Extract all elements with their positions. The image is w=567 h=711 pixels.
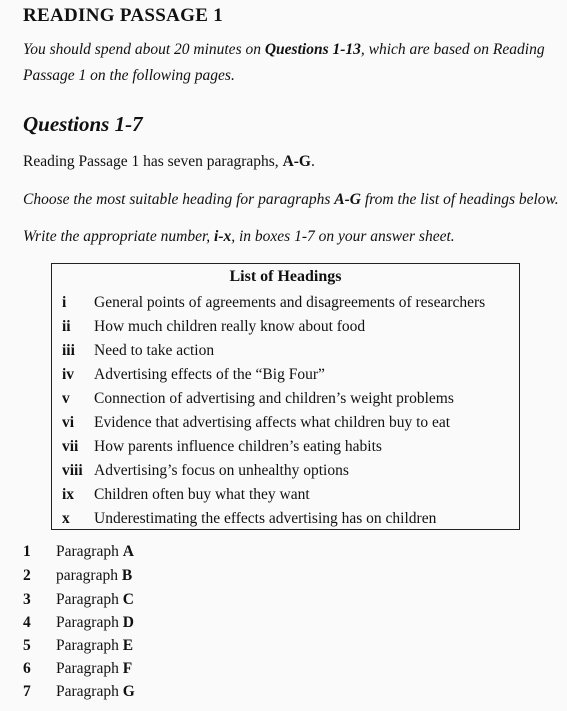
intro-text-end: , which are based on Reading Passage 1 on the following pages. (23, 41, 545, 84)
paragraph-question-row (23, 637, 133, 655)
paragraph-word: Paragraph (56, 637, 119, 654)
heading-item (62, 342, 214, 366)
questions-heading: Questions 1-7 (23, 112, 143, 136)
paragraph-question-row (23, 683, 135, 701)
line3-bold: i-x (214, 228, 232, 245)
line3-end: , in boxes 1-7 on your answer sheet. (231, 228, 455, 245)
intro-text-start: You should spend about 20 minutes on (23, 41, 265, 58)
heading-text: How much children really know about food (94, 318, 366, 335)
question-number: 6 (23, 660, 31, 677)
question-number: 7 (23, 683, 31, 700)
list-of-headings-box (51, 263, 520, 530)
line1-end: . (310, 153, 315, 170)
heading-item (62, 318, 365, 342)
write-instruction-line (23, 228, 455, 246)
heading-text: How parents influence children’s eating habits (94, 438, 382, 455)
question-number: 2 (23, 567, 31, 584)
heading-item (62, 294, 485, 318)
paragraph-word: Paragraph (56, 543, 119, 560)
heading-text: Advertising’s focus on unhealthy options (94, 462, 349, 479)
paragraph-word: Paragraph (56, 591, 119, 608)
heading-number: iii (62, 342, 75, 359)
heading-number: vii (62, 438, 79, 455)
paragraph-question-row (23, 591, 134, 609)
paragraph-question-row (23, 660, 132, 678)
intro-bold-range: Questions 1-13 (264, 41, 361, 58)
heading-item (62, 390, 454, 414)
list-of-headings-title: List of Headings (229, 268, 342, 285)
paragraph-letter: B (121, 567, 133, 584)
line2-start: Choose the most suitable heading for paragraphs (23, 191, 335, 208)
heading-number: ii (62, 318, 71, 335)
heading-item (62, 414, 450, 438)
heading-number: v (62, 390, 70, 407)
paragraph-word: Paragraph (56, 683, 119, 700)
heading-item (62, 462, 349, 486)
paragraph-letter: G (122, 683, 135, 700)
paragraph-word: Paragraph (56, 660, 119, 677)
line3-start: Write the appropriate number, (23, 228, 215, 245)
heading-number: i (62, 294, 67, 311)
paragraph-question-row (23, 614, 134, 632)
heading-number: viii (62, 462, 83, 479)
passage-info-line (23, 153, 315, 171)
question-number: 4 (23, 614, 31, 631)
question-number: 3 (23, 591, 31, 608)
question-number: 5 (23, 637, 31, 654)
heading-item (62, 366, 325, 390)
heading-text: Evidence that advertising affects what children buy to eat (94, 414, 451, 431)
choose-instruction-line (23, 191, 559, 209)
heading-item (62, 486, 310, 510)
heading-text: General points of agreements and disagreements of researchers (94, 294, 486, 311)
page-title: READING PASSAGE 1 (23, 5, 224, 26)
paragraph-question-row (23, 543, 134, 561)
paragraph-question-row (23, 567, 132, 585)
heading-text: Underestimating the effects advertising has on children (94, 510, 437, 527)
heading-item (62, 438, 382, 462)
heading-text: Children often buy what they want (94, 486, 310, 503)
paragraph-word: Paragraph (56, 614, 119, 631)
line1-start: Reading Passage 1 has seven paragraphs, (23, 153, 283, 170)
heading-number: x (62, 510, 70, 527)
heading-number: iv (62, 366, 75, 383)
paragraph-letter: D (122, 614, 134, 631)
heading-item (62, 510, 436, 534)
paragraph-letter: E (122, 637, 134, 654)
paragraph-letter: F (122, 660, 133, 677)
heading-number: ix (62, 486, 75, 503)
heading-text: Advertising effects of the “Big Four” (94, 366, 325, 383)
line2-end: from the list of headings below. (361, 191, 559, 208)
line2-bold: A-G (334, 191, 361, 208)
paragraph-letter: C (122, 591, 134, 608)
paragraph-letter: A (122, 543, 134, 560)
question-number: 1 (23, 543, 31, 560)
instructions-intro (23, 37, 553, 89)
line1-bold: A-G (282, 153, 311, 170)
heading-text: Connection of advertising and children’s weight problems (94, 390, 454, 407)
heading-number: vi (62, 414, 75, 431)
heading-text: Need to take action (94, 342, 215, 359)
paragraph-word: paragraph (56, 567, 118, 584)
